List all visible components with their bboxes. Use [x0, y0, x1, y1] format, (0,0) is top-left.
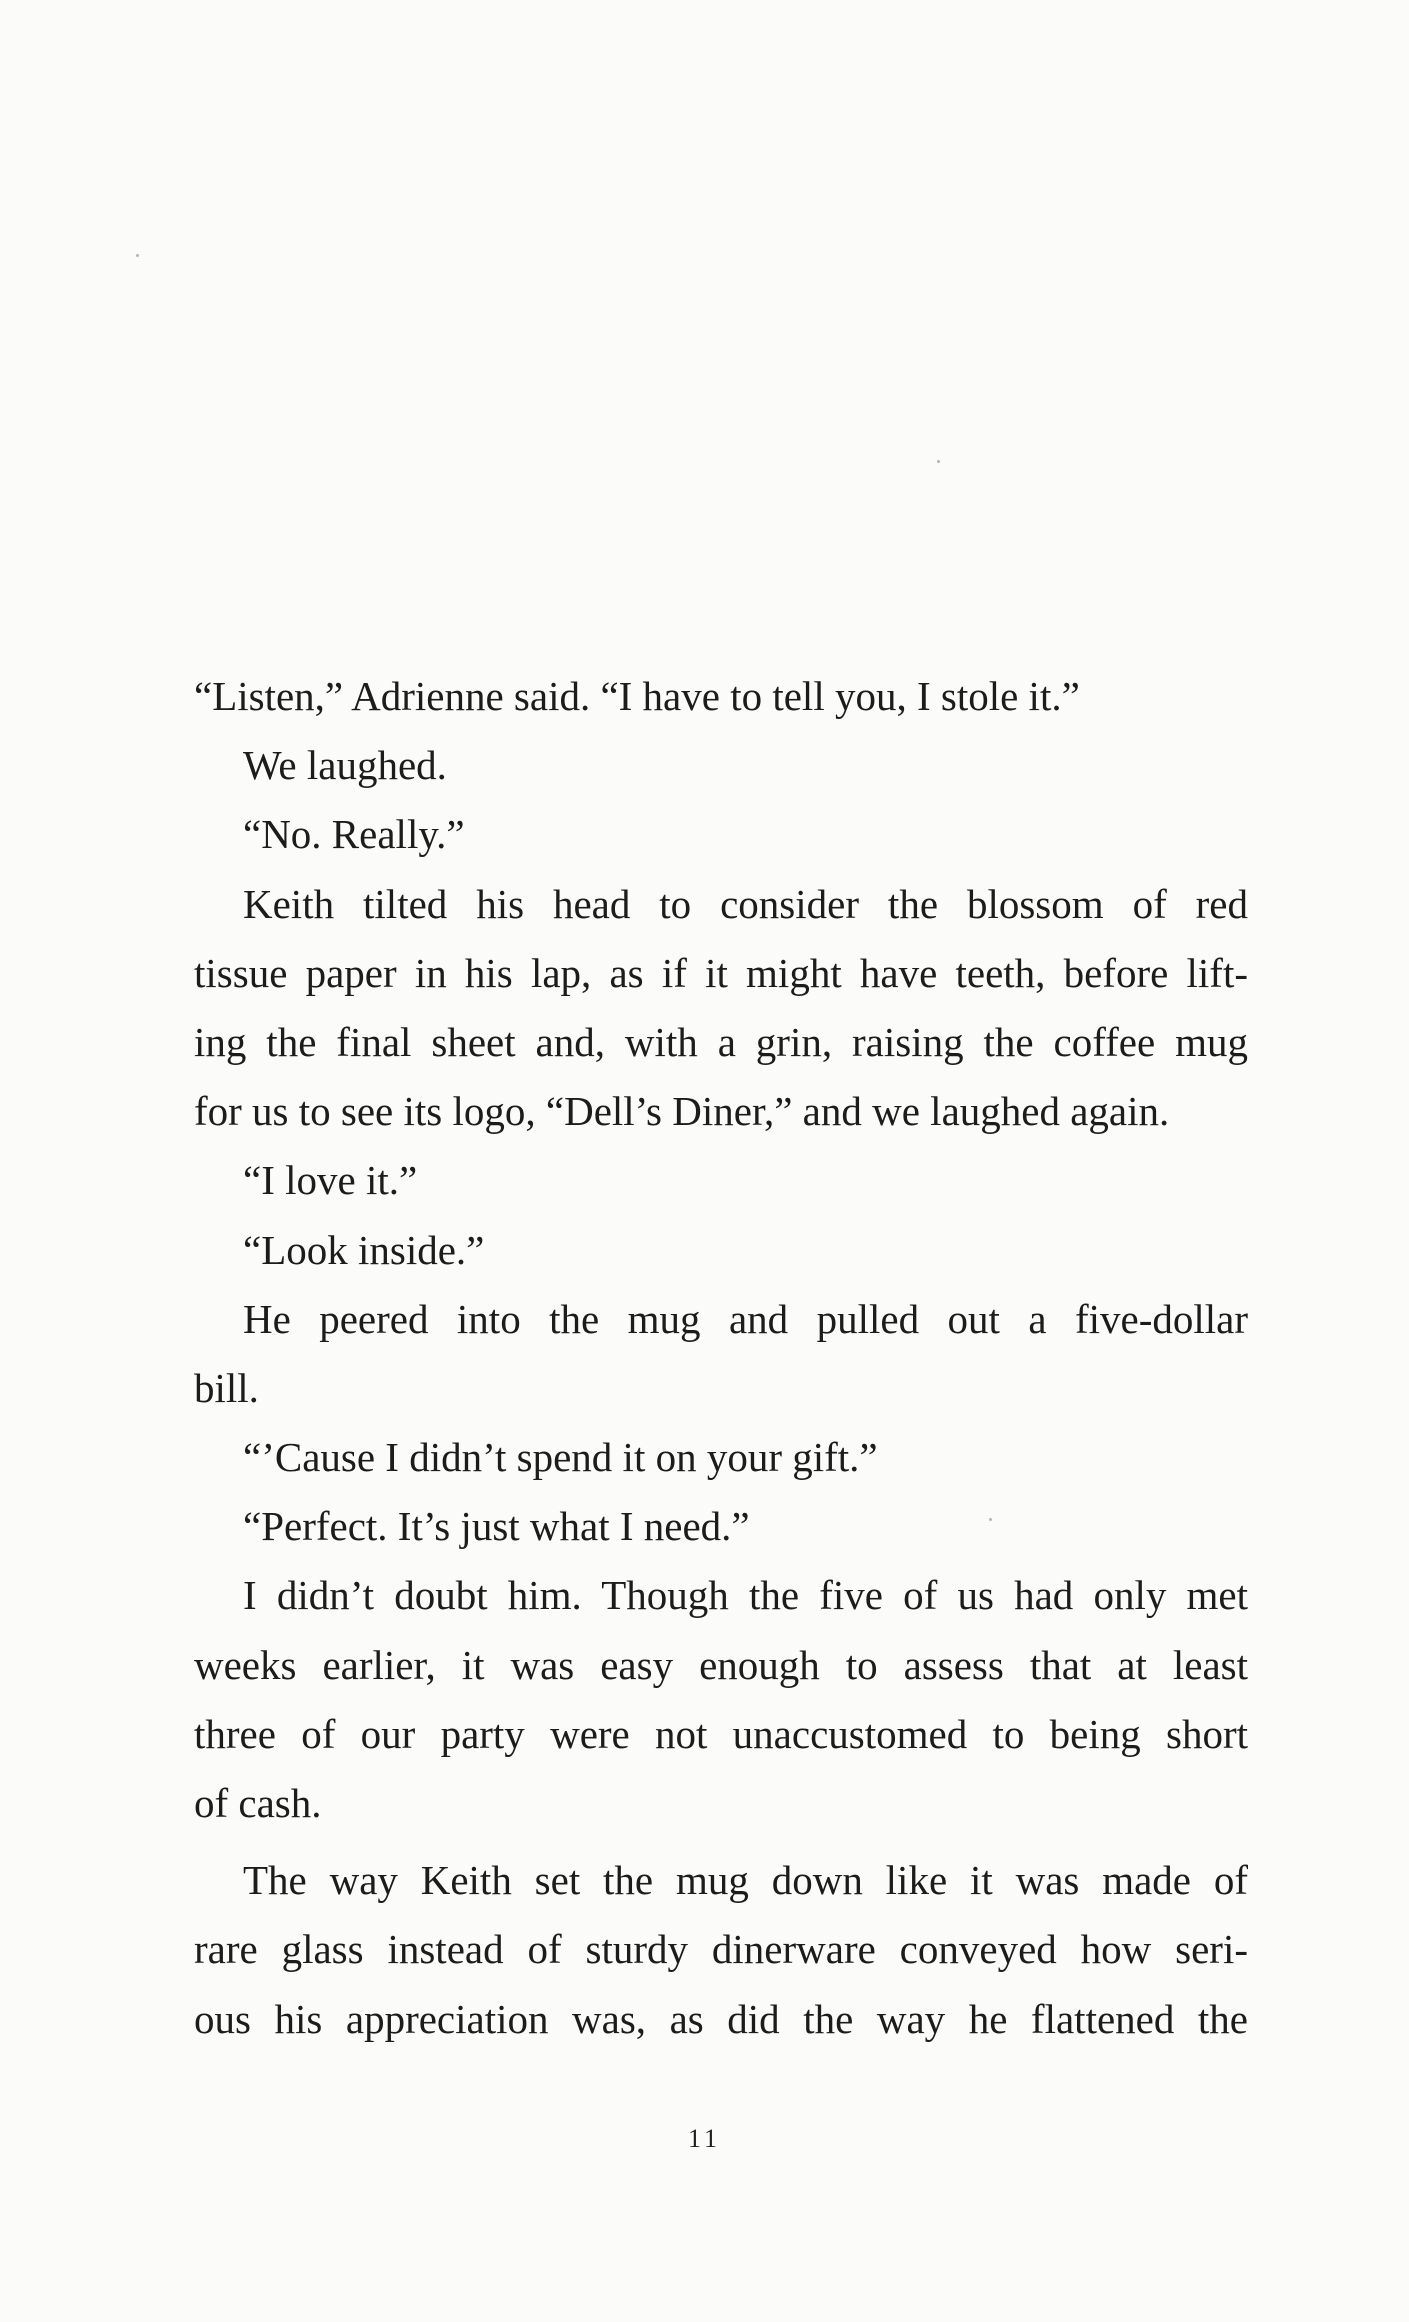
page-number: 11 [687, 2124, 722, 2153]
text-line: for us to see its logo, “Dell’s Diner,” and we laughed again. [194, 1088, 1170, 1135]
text-line: rare glass instead of sturdy dinerware conveyed how seri- [194, 1926, 1248, 1973]
paragraph-gap [194, 1838, 1248, 1846]
text-line: “I love it.” [243, 1157, 418, 1204]
text-line: bill. [194, 1364, 259, 1411]
text-line: He peered into the mug and pulled out a five-dollar [243, 1295, 1248, 1342]
text-line: I didn’t doubt him. Though the five of us had only met [243, 1572, 1248, 1619]
text-line: We laughed. [243, 742, 447, 789]
text-line: “Listen,” Adrienne said. “I have to tell you, I stole it.” [194, 673, 1080, 719]
text-line: ing the final sheet and, with a grin, raising the coffee mug [194, 1018, 1248, 1065]
text-line: The way Keith set the mug down like it was made of [243, 1857, 1248, 1904]
text-line: “’Cause I didn’t spend it on your gift.” [243, 1434, 878, 1481]
text-line: “Perfect. It’s just what I need.” [243, 1503, 750, 1550]
text-line: ous his appreciation was, as did the way he flattened the [194, 1995, 1248, 2042]
text-line: tissue paper in his lap, as if it might have teeth, before lift- [194, 949, 1248, 996]
text-line: “Look inside.” [243, 1226, 485, 1273]
text-line: of cash. [194, 1780, 322, 1826]
text-line: three of our party were not unaccustomed to being short [194, 1710, 1248, 1757]
text-line: Keith tilted his head to consider the blossom of red [243, 880, 1248, 927]
body-text [194, 662, 1248, 2054]
text-line: weeks earlier, it was easy enough to assess that at least [194, 1641, 1248, 1688]
text-line: “No. Really.” [243, 811, 465, 858]
